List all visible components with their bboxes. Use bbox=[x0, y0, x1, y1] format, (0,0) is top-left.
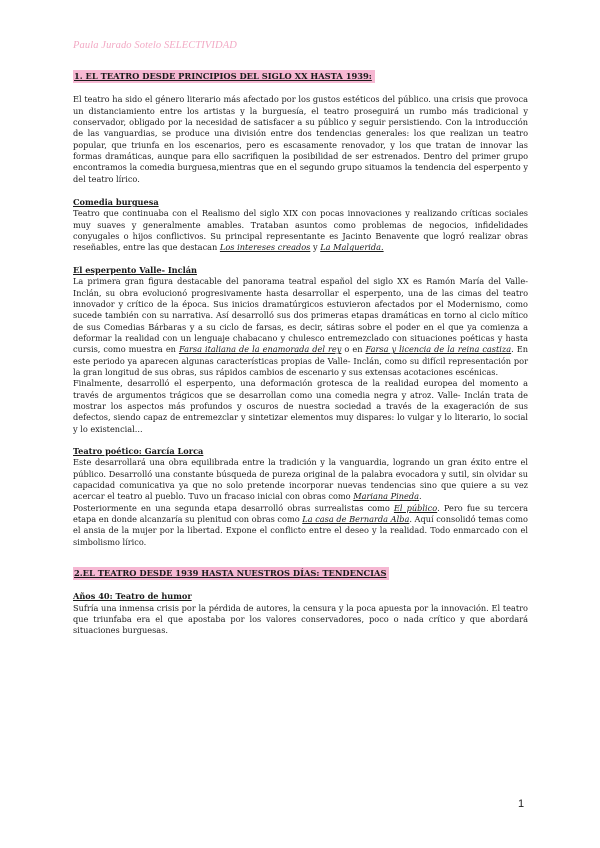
work-title-farsa-licencia: Farsa y licencia de la reina castiza bbox=[365, 344, 512, 355]
poetico-text-1: Este desarrollará una obra equilibrada entre la tradición y la vanguardia, logrando un gran éxito entre el público. Desarrolló una constante búsqueda de pureza original de la palabra evocadora y sutil, sin olvidar su capacidad comunicativa ya que no solo pretende incorporar nuevas tendencias sino que quiere a su vez acercar el teatro al pueblo. Tuvo un fracaso inicial con obras como bbox=[73, 457, 528, 502]
comedia-text: Teatro que continuaba con el Realismo del siglo XIX con pocas innovaciones y realizando críticas sociales muy suaves y generalmente amables. Trataban asuntos como problemas de negocios, infidelidades conyugales o hijos conflictivos. Su principal representante es Jacinto Benavente que logró realizar obras reseñables, entre las que destacan bbox=[73, 208, 528, 253]
work-title-farsa-italiana: Farsa italiana de la enamorada del rey bbox=[178, 344, 342, 355]
comedia-burguesa-heading: Comedia burguesa bbox=[73, 197, 159, 208]
poetico-paragraph-2 bbox=[73, 503, 528, 548]
teatro-humor-block bbox=[73, 591, 528, 636]
work-title-el-publico: El público bbox=[393, 502, 438, 513]
poetico-text-4: . Aquí consolidó temas como el ansia de la mujer por la libertad. Expone el conflicto entre el deseo y la realidad. Todo enmarcado con el simbolismo lírico. bbox=[73, 514, 528, 547]
esperpento-text-1: La primera gran figura destacable del panorama teatral español del siglo XX es Ramón María del Valle- Inclán, su obra evolucionó progresivamente hasta desarrollar el esperpento, una de las cimas del teatro innovador y crítico de la época. Sus inicios dramatúrgicos estuvieron afectados por el Modernismo, como sucede también con su narrativa. Así desarrolló sus dos primeras etapas dramáticas en torno al ciclo mítico de sus Comedias Bárbaras y a su ciclo de farsas, es decir, sátiras sobre el poder en el que ya comienza a deformar la realidad con un lenguaje chabacano y chulesco entremezclado con situaciones poéticas y hasta cursis, como muestra en bbox=[73, 276, 528, 355]
esperpento-paragraph-2: Finalmente, desarrolló el esperpento, una deformación grotesca de la realidad europea del momento a través de argumentos trágicos que se desarrollan como una comedia negra y atroz. Valle- Inclán trata de mostrar los aspectos más profundos y oscuros de nuestra sociedad a través de la exageración de sus defectos, siendo capaz de entremezclar y sintetizar elementos muy dispares: lo vulgar y lo literario, lo social y lo existencial... bbox=[73, 378, 528, 434]
teatro-humor-paragraph: Sufría una inmensa crisis por la pérdida de autores, la censura y la poca apuesta por la innovación. El teatro que triunfaba era el que apostaba por los valores conservadores, poco o nada crítico y que abordará situaciones burguesas. bbox=[73, 602, 528, 636]
section-1-title: 1. EL TEATRO DESDE PRINCIPIOS DEL SIGLO XX HASTA 1939: bbox=[73, 70, 375, 83]
work-title-malquerida: La Malquerida. bbox=[320, 242, 384, 253]
esperpento-text-2: . En este periodo ya aparecen algunas características propias de Valle- Inclán, como su difícil representación por la gran longitud de sus obras, sus rápidos cambios de escenario y sus extensas acotaciones escénicas. bbox=[73, 344, 528, 377]
page-header: Paula Jurado Sotelo SELECTIVIDAD bbox=[73, 40, 237, 51]
section-2-title: 2.EL TEATRO DESDE 1939 HASTA NUESTROS DÍAS: TENDENCIAS bbox=[73, 567, 389, 580]
esperpento-paragraph-1 bbox=[73, 276, 528, 378]
poetico-text-3: . Pero fue su tercera etapa en donde alcanzaría su plenitud con obras como bbox=[73, 502, 528, 525]
intro-paragraph: El teatro ha sido el género literario más afectado por los gustos estéticos del público. una crisis que provoca un distanciamiento entre los artistas y la burguesía, el teatro proseguirá un rumbo más tradicional y conservador, obligado por la necesidad de satisfacer a su público y seguir persistiendo. Con la introducción de las vanguardias, se produce una división entre dos tendencias generales: los que realizan un teatro popular, que triunfa en los escenarios, pero es escasamente renovador, y los que tratan de innovar las formas dramáticas, aunque para ello sacrifiquen la posibilidad de ser estrenados. Dentro del primer grupo encontramos la comedia burguesa,mientras que en el segundo grupo situamos la tendencia del esperpento y del teatro lírico. bbox=[73, 94, 528, 184]
teatro-poetico-heading: Teatro poético: García Lorca bbox=[73, 445, 204, 456]
comedia-burguesa-block bbox=[73, 197, 528, 254]
esperpento-block bbox=[73, 265, 528, 435]
poetico-paragraph-1 bbox=[73, 457, 528, 502]
page-number: 1 bbox=[518, 798, 525, 810]
poetico-text-1-end: . bbox=[419, 491, 422, 502]
teatro-poetico-block bbox=[73, 446, 528, 548]
document-body bbox=[73, 70, 528, 648]
comedia-burguesa-paragraph bbox=[73, 208, 528, 253]
esperpento-heading: El esperpento Valle- Inclán bbox=[73, 264, 197, 275]
comedia-joiner: y bbox=[310, 242, 321, 253]
work-title-mariana-pineda: Mariana Pineda bbox=[353, 491, 420, 502]
work-title-bernarda-alba: La casa de Bernarda Alba bbox=[302, 514, 410, 525]
esperpento-joiner: o en bbox=[341, 344, 366, 355]
work-title-intereses-creados: Los intereses creados bbox=[219, 242, 311, 253]
teatro-humor-heading: Años 40: Teatro de humor bbox=[73, 591, 192, 602]
poetico-text-2: Posteriormente en una segunda etapa desarrolló obras surrealistas como bbox=[73, 502, 394, 513]
